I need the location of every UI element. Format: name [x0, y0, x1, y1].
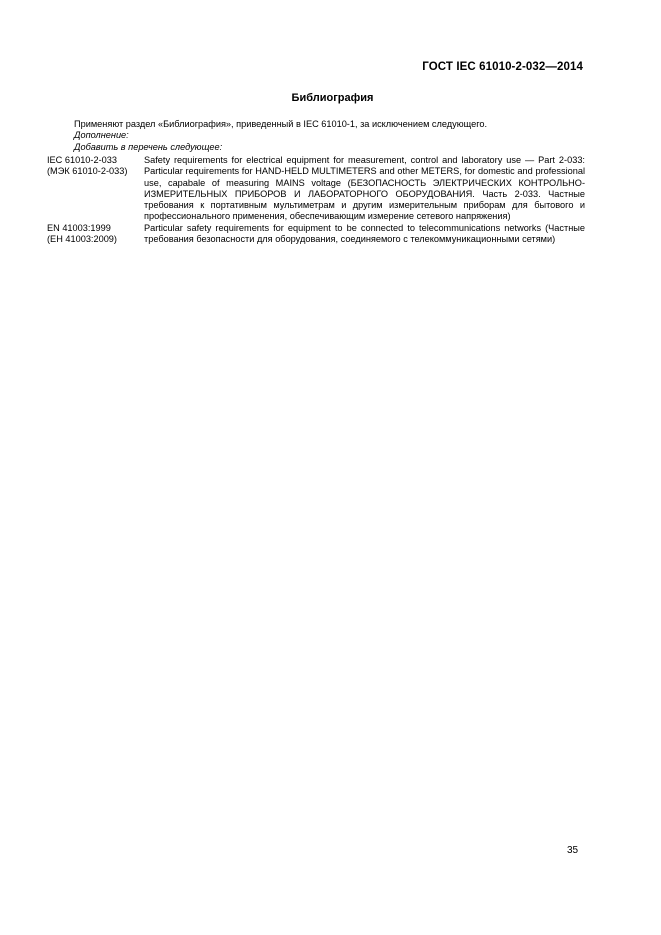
add-to-list-label: Добавить в перечень следующее:: [74, 141, 223, 152]
document-code-header: ГОСТ IEC 61010-2-032—2014: [422, 61, 583, 73]
standard-description: Safety requirements for electrical equipment for measurement, control and laboratory use — Part 2-033: Particular requirements for HAND-HELD MULTIMETERS and other METERS, for domestic and professional use, capabale of measuring MAINS voltage (БЕЗОПАСНОСТЬ ЭЛЕКТРИЧЕСКИХ КОНТРОЛЬНО-ИЗМЕРИТЕЛЬНЫХ ПРИБОРОВ И ЛАБОРАТОРНОГО ОБОРУДОВАНИЯ. Часть 2-033. Частные требования к портативным мультиметрам и другим измерительным приборам для бытового и профессионального применения, обеспечивающим измерение сетевого напряжения): [144, 155, 585, 222]
standard-code: IEC 61010-2-033: [47, 155, 117, 165]
bibliography-list: [47, 155, 585, 245]
section-title: Библиография: [291, 92, 374, 104]
page-number: 35: [567, 845, 579, 856]
standard-code-ru: (ЕН 41003:2009): [47, 234, 117, 245]
bibliography-entry: [47, 223, 585, 246]
addition-label: Дополнение:: [74, 130, 129, 141]
bibliography-entry: [47, 155, 585, 223]
intro-paragraph: Применяют раздел «Библиография», приведенный в IEC 61010-1, за исключением следующего.: [74, 119, 488, 129]
bibliography-code: [47, 155, 144, 223]
bibliography-code: [47, 223, 144, 246]
standard-code-ru: (МЭК 61010-2-033): [47, 166, 128, 177]
intro-block: [74, 119, 584, 153]
standard-code: EN 41003:1999: [47, 222, 111, 233]
standard-description: Particular safety requirements for equipment to be connected to telecommunications networks (Частные требования безопасности для оборудования, соединяемого с телекоммуникационными сетями): [144, 222, 585, 245]
